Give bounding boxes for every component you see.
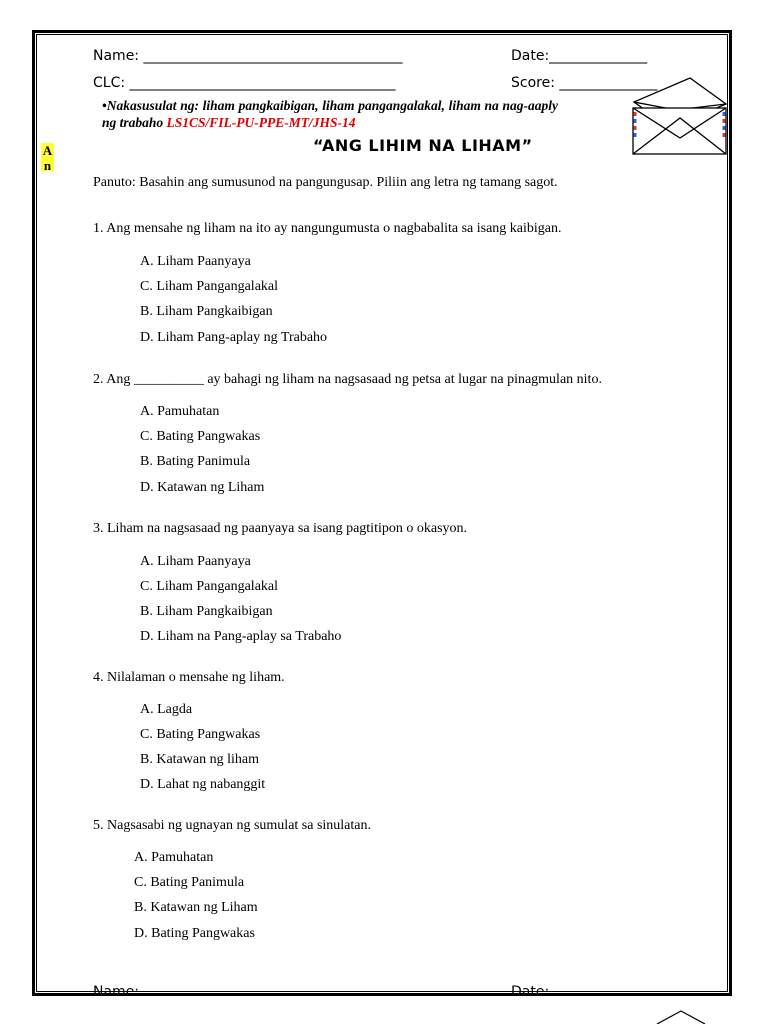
question-5-option: B. Katawan ng Liham [134, 900, 258, 915]
highlight-marker: A n [42, 143, 53, 171]
question-3-option: A. Liham Paanyaya [140, 554, 251, 569]
question-2-option: B. Bating Panimula [140, 454, 251, 469]
question-3: 3. Liham na nagsasaad ng paanyaya sa isang pagtitipon o okasyon. [93, 521, 468, 536]
clc-field: CLC: ______________________________________ [93, 75, 396, 91]
score-field: Score: ______________ [511, 75, 658, 91]
question-2-option: D. Katawan ng Liham [140, 480, 265, 495]
footer-date-field: Date: [511, 984, 550, 1000]
question-1-option: C. Liham Pangangalakal [140, 279, 279, 294]
question-4-option: C. Bating Pangwakas [140, 727, 261, 742]
name-field: Name: _____________________________________ [93, 48, 403, 64]
question-1: 1. Ang mensahe ng liham na ito ay nangungumusta o nagbabalita sa isang kaibigan. [93, 221, 562, 236]
objective-text: •Nakasusulat ng: liham pangkaibigan, liham pangangalakal, liham na nag-aaply ng trabaho [102, 98, 558, 130]
question-4-option: A. Lagda [140, 702, 193, 717]
question-3-option: B. Liham Pangkaibigan [140, 604, 273, 619]
question-2: 2. Ang __________ ay bahagi ng liham na nagsasaad ng petsa at lugar na pinagmulan nito. [93, 372, 602, 387]
competency-code: LS1CS/FIL-PU-PPE-MT/JHS-14 [166, 115, 356, 130]
question-3-option: D. Liham na Pang-aplay sa Trabaho [140, 629, 342, 644]
question-5-option: D. Bating Pangwakas [134, 926, 255, 941]
envelope-icon [630, 74, 730, 158]
learning-objective [102, 97, 558, 131]
instructions: Panuto: Basahin ang sumusunod na pangungusap. Piliin ang letra ng tamang sagot. [93, 175, 558, 190]
date-field: Date:______________ [511, 48, 648, 64]
question-4-option: D. Lahat ng nabanggit [140, 777, 266, 792]
question-1-option: D. Liham Pang-aplay ng Trabaho [140, 330, 328, 345]
question-4: 4. Nilalaman o mensahe ng liham. [93, 670, 285, 685]
question-4-option: B. Katawan ng liham [140, 752, 259, 767]
question-2-option: C. Bating Pangwakas [140, 429, 261, 444]
page-title: “ANG LIHIM NA LIHAM” [313, 136, 533, 155]
footer-name-field: Name: [93, 984, 140, 1000]
question-5-option: A. Pamuhatan [134, 850, 214, 865]
envelope-icon [655, 1008, 715, 1024]
question-1-option: B. Liham Pangkaibigan [140, 304, 273, 319]
question-1-option: A. Liham Paanyaya [140, 254, 251, 269]
question-3-option: C. Liham Pangangalakal [140, 579, 279, 594]
question-2-option: A. Pamuhatan [140, 404, 220, 419]
question-5-option: C. Bating Panimula [134, 875, 245, 890]
question-5: 5. Nagsasabi ng ugnayan ng sumulat sa sinulatan. [93, 818, 372, 833]
